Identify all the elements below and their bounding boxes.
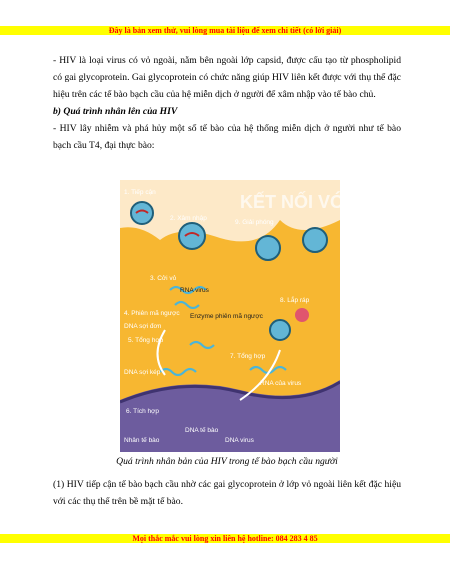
label-step6: 6. Tích hợp xyxy=(126,408,160,415)
virus-particle xyxy=(256,236,280,260)
figure-caption: Quá trình nhân bản của HIV trong tế bào bạch cầu người xyxy=(116,456,338,467)
label-rna-cua-virus: RNA của virus xyxy=(260,380,302,387)
label-step9: 9. Giải phóng xyxy=(235,219,274,226)
label-step7: 7. Tổng hợp xyxy=(230,353,266,360)
header-notice-text: Đây là bản xem thử, vui lòng mua tài liệu để xem chi tiết (có lời giải) xyxy=(108,26,342,35)
watermark: KẾT NỐI VỚI xyxy=(240,192,340,212)
label-step3: 3. Cởi vỏ xyxy=(150,275,177,282)
hiv-replication-figure xyxy=(120,180,340,452)
label-step2: 2. Xâm nhập xyxy=(170,215,207,222)
section-heading: b) Quá trình nhân lên của HIV xyxy=(53,106,178,117)
label-step8: 8. Lắp ráp xyxy=(280,297,310,304)
label-step4: 4. Phiên mã ngược xyxy=(124,310,180,317)
footer-notice-text: Mọi thắc mắc vui lòng xin liên hệ hotline: 084 283 4 85 xyxy=(132,534,318,543)
label-step5: 5. Tổng hợp xyxy=(128,337,164,344)
label-enzyme: Enzyme phiên mã ngược xyxy=(190,313,263,320)
label-dna-double: DNA sợi kép xyxy=(124,369,161,376)
label-rna-virus: RNA virus xyxy=(180,287,209,294)
hiv-diagram xyxy=(120,180,340,452)
label-dna-single: DNA sợi đơn xyxy=(124,323,162,330)
footer-notice xyxy=(0,534,450,543)
label-nucleus: Nhân tế bào xyxy=(124,437,160,444)
header-notice xyxy=(0,26,450,35)
virus-particle xyxy=(179,223,205,249)
label-step1: 1. Tiếp cận xyxy=(124,189,156,196)
document-body xyxy=(53,52,401,154)
virus-particle xyxy=(303,228,327,252)
label-dna-te-bao: DNA tế bào xyxy=(185,427,219,434)
virus-particle xyxy=(131,202,153,224)
paragraph-step1: (1) HIV tiếp cận tế bào bạch cầu nhờ các gai glycoprotein ở lớp vỏ ngoài liên kết đặc hiệu với các thụ thể trên bề mặt tế bào. xyxy=(53,479,401,507)
label-dna-virus: DNA virus xyxy=(225,437,254,444)
paragraph-hiv-infection: - HIV lây nhiễm và phá hủy một số tế bào của hệ thống miễn dịch ở người như tế bào bạch cầu T4, đại thực bào: xyxy=(53,123,401,151)
paragraph-hiv-structure: - HIV là loại virus có vỏ ngoài, nằm bên ngoài lớp capsid, được cấu tạo từ phospholipid có gai glycoprotein. Gai glycoprotein có chức năng giúp HIV liên kết được với thụ thể đặc hiệu trên các tế bào bạch cầu của hệ miễn dịch ở người để xâm nhập vào tế bào chủ. xyxy=(53,55,401,100)
